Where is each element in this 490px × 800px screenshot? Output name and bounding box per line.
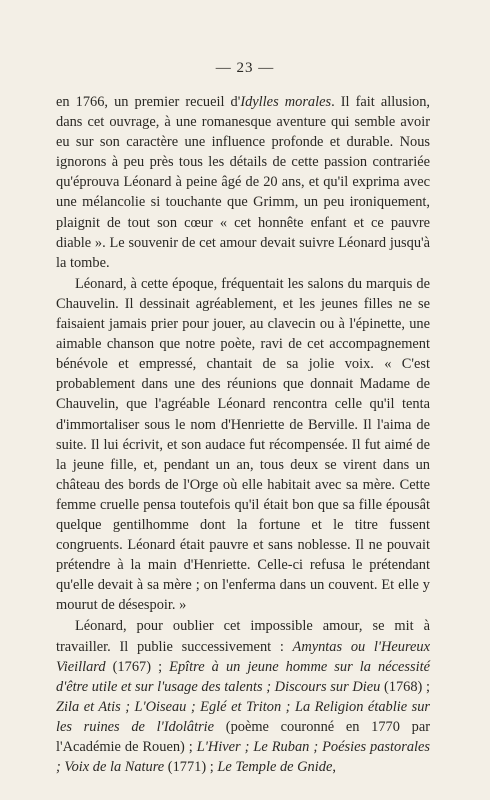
text-run: (1771) ; [164,759,218,776]
italic-title: Epître à un jeune homme sur la nécessité d'être utile et sur l'usage des talents ; Discours sur Dieu [56,658,430,695]
italic-title: Zila et Atis ; L'Oiseau ; Eglé et Triton ; La Religion établie sur les ruines de l'Idolâtrie [56,698,430,735]
text-run: Léonard, à cette époque, fréquentait les salons du marquis de Chauvelin. Il dessinait agréablement, et les jeunes filles ne se faisaient jamais prier pour jouer, au clavecin ou à l'épinette, une aimable chanson que notre poète, ravi de cet accompagnement bénévole et empressé, chantait de sa jolie voix. « C'est probablement dans une des réunions que donnait Madame de Chauvelin, que l'agréable Léonard rencontra celle qu'il tenta d'immortaliser sous le nom d'Henriette de Berville. Il l'aima de suite. Il lui écrivit, et son audace fut récompensée. Il fut aimé de la jeune fille, et, pendant un an, tous deux se virent dans un château des bords de l'Orge où elle habitait avec sa mère. Cette femme cruelle pensa toutefois qu'il était bon que sa fille épousât quelque gentilhomme dont la fortune et le titre fussent congruents. Léonard était pauvre et sans noblesse. Il ne pouvait prétendre à la main d'Henriette. Celle-ci refusa le prétendant qu'elle devait à sa mère ; on l'enferma dans un couvent. Et elle y mourut de désespoir. » [56,275,430,614]
text-run: , [332,759,336,776]
italic-title: L'Hiver ; Le Ruban ; Poésies pastorales ; Voix de la Nature [56,739,430,776]
text-run: (1768) ; [380,678,430,695]
text-run: (1767) ; [105,658,170,675]
italic-title: Le Temple de Gnide [217,759,333,776]
paragraph [56,274,430,616]
text-run: . Il fait allusion, dans cet ouvrage, à une romanesque aventure qui semble avoir eu sur son caractère une influence profonde et durable. Nous ignorons à peu près tous les détails de cette passion contrariée qu'éprouva Léonard à peine âgé de 20 ans, et qu'il exprima avec une mélancolie si touchante que Grimm, un peu ironiquement, plaignit de tout son cœur « cet honnête enfant et ce pauvre diable ». Le souvenir de cet amour devait suivre Léonard jusqu'à la tombe. [56,94,431,271]
italic-title: Idylles morales [240,94,332,110]
italic-title: Amyntas ou l'Heureux Vieillard [56,638,430,675]
text-run: (poème couronné en 1770 par l'Académie de Rouen) ; [56,718,430,755]
text-run: en 1766, un premier recueil d' [56,94,241,110]
paragraph [56,92,430,273]
body-text [56,92,430,777]
paragraph [56,616,430,777]
text-run: Léonard, pour oublier cet impossible amour, se mit à travailler. Il publie successivement : [56,618,430,655]
page-number: — 23 — [215,60,275,76]
